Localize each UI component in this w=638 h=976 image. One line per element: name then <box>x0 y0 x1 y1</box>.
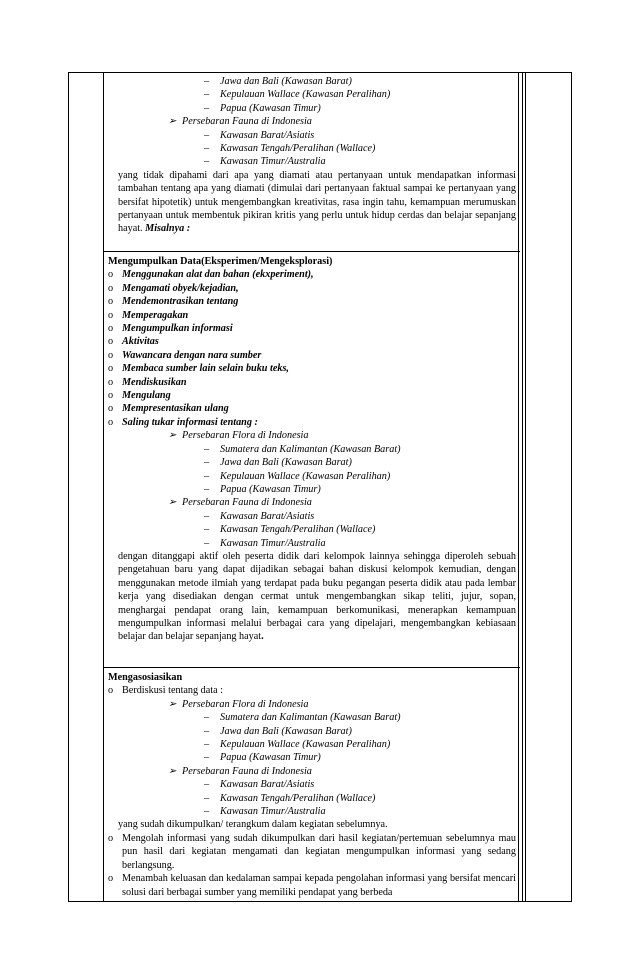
list-item: o Mengulang <box>108 390 171 402</box>
list-item: o Mempresentasikan ulang <box>108 403 229 415</box>
arrow-bullet-icon: ➢ <box>168 698 177 710</box>
right-column <box>525 73 573 901</box>
circle-bullet-icon: o <box>108 323 114 335</box>
circle-bullet-icon: o <box>108 363 114 375</box>
list-item: – Kawasan Barat/Asiatis <box>204 129 315 141</box>
circle-bullet-icon: o <box>108 282 114 294</box>
dash-icon: – <box>204 752 210 764</box>
circle-bullet-icon: o <box>108 336 114 348</box>
paragraph: dengan ditanggapi aktif oleh peserta didik dari kelompok lainnya sehingga diperoleh sebuah pengetahuan baru yang dapat dijadikan sebagai bahan diskusi kelompok kemudian, dengan menggunakan metode ilmiah yang terdapat pada buku pegangan peserta didik atau pada lembar kerja yang disediakan dengan cermat untuk mengembangkan sikap teliti, jujur, sopan, menghargai pendapat orang lain, kemampuan berkomunikasi, menerapkan kemampuan mengumpulkan informasi melalui berbagai cara yang dipelajari, mengembangkan kebiasaan belajar dan belajar sepanjang hayat. <box>118 550 516 643</box>
list-item: ➢ Persebaran Fauna di Indonesia <box>168 765 312 777</box>
list-item: – Kawasan Tengah/Peralihan (Wallace) <box>204 143 376 155</box>
list-item: o Membaca sumber lain selain buku teks, <box>108 363 289 375</box>
list-item: – Sumatera dan Kalimantan (Kawasan Barat) <box>204 712 401 724</box>
circle-bullet-icon: o <box>108 296 114 308</box>
circle-bullet-icon: o <box>108 390 114 402</box>
dash-icon: – <box>204 739 210 751</box>
row-divider <box>104 251 520 252</box>
section-collecting-data <box>108 255 516 644</box>
paragraph: yang sudah dikumpulkan/ terangkum dalam kegiatan sebelumnya. <box>118 819 388 831</box>
circle-bullet-icon: o <box>108 685 114 697</box>
content-column <box>103 73 519 901</box>
list-item: o Menambah keluasan dan kedalaman sampai kepada pengolahan informasi yang bersifat mencari solusi dari berbagai sumber yang memiliki pendapat yang berbeda <box>108 873 516 898</box>
dash-icon: – <box>204 89 210 101</box>
list-item: – Kepulauan Wallace (Kawasan Peralihan) <box>204 739 391 751</box>
list-item: – Sumatera dan Kalimantan (Kawasan Barat) <box>204 443 401 455</box>
list-item: – Papua (Kawasan Timur) <box>204 752 321 764</box>
dash-icon: – <box>204 457 210 469</box>
list-item: o Berdiskusi tentang data : <box>108 685 224 697</box>
dash-icon: – <box>204 712 210 724</box>
section-heading: Mengumpulkan Data(Eksperimen/Mengeksplorasi) <box>108 256 333 267</box>
list-item: – Papua (Kawasan Timur) <box>204 483 321 495</box>
circle-bullet-icon: o <box>108 832 114 844</box>
arrow-bullet-icon: ➢ <box>168 497 177 509</box>
list-item: ➢ Persebaran Flora di Indonesia <box>168 430 309 442</box>
dash-icon: – <box>204 470 210 482</box>
circle-bullet-icon: o <box>108 349 114 361</box>
list-item: o Menggunakan alat dan bahan (ekxperiment), <box>108 269 314 281</box>
list-item: o Wawancara dengan nara sumber <box>108 349 262 361</box>
dash-icon: – <box>204 129 210 141</box>
dash-icon: – <box>204 792 210 804</box>
dash-icon: – <box>204 725 210 737</box>
list-item: – Kawasan Barat/Asiatis <box>204 510 315 522</box>
list-item: – Kepulauan Wallace (Kawasan Peralihan) <box>204 470 391 482</box>
circle-bullet-icon: o <box>108 873 114 885</box>
dash-icon: – <box>204 143 210 155</box>
list-item: – Kawasan Timur/Australia <box>204 806 326 818</box>
dash-icon: – <box>204 524 210 536</box>
list-item: – Kawasan Timur/Australia <box>204 537 326 549</box>
list-item: ➢ Persebaran Flora di Indonesia <box>168 698 309 710</box>
list-item: – Jawa dan Bali (Kawasan Barat) <box>204 76 352 87</box>
arrow-bullet-icon: ➢ <box>168 430 177 442</box>
list-item: – Kawasan Tengah/Peralihan (Wallace) <box>204 524 376 536</box>
dash-icon: – <box>204 443 210 455</box>
circle-bullet-icon: o <box>108 403 114 415</box>
list-item: – Kawasan Timur/Australia <box>204 156 326 168</box>
dash-icon: – <box>204 76 210 87</box>
list-item: o Saling tukar informasi tentang : <box>108 416 258 428</box>
list-item: ➢ Persebaran Fauna di Indonesia <box>168 116 312 128</box>
dash-icon: – <box>204 806 210 818</box>
row-divider <box>104 667 520 668</box>
dash-icon: – <box>204 483 210 495</box>
lesson-table <box>68 72 572 902</box>
section-heading: Mengasosiasikan <box>108 672 183 683</box>
arrow-bullet-icon: ➢ <box>168 116 177 128</box>
list-item: ➢ Persebaran Fauna di Indonesia <box>168 497 312 509</box>
list-item: – Kawasan Tengah/Peralihan (Wallace) <box>204 792 376 804</box>
list-item: o Mengolah informasi yang sudah dikumpulkan dari hasil kegiatan/pertemuan sebelumnya mau pun hasil dari kegiatan mengamati dan kegiatan mengumpulkan informasi yang sedang berlangsung. <box>108 832 516 871</box>
list-item: – Papua (Kawasan Timur) <box>204 102 321 114</box>
circle-bullet-icon: o <box>108 416 114 428</box>
left-column <box>69 73 104 901</box>
list-item: o Mendiskusikan <box>108 376 187 388</box>
circle-bullet-icon: o <box>108 309 114 321</box>
dash-icon: – <box>204 510 210 522</box>
paragraph: yang tidak dipahami dari apa yang diamati atau pertanyaan untuk mendapatkan informasi tambahan tentang apa yang diamati (dimulai dari pertanyaan faktual sampai ke pertanyaan yang bersifat hipotetik) untuk mengembangkan kreativitas, rasa ingin tahu, kemampuan merumuskan pertanyaan untuk membentuk pikiran kritis yang perlu untuk hidup cerdas dan belajar sepanjang hayat. Misalnya : <box>118 169 516 235</box>
column-divider <box>522 73 523 901</box>
list-item: o Mengamati obyek/kejadian, <box>108 282 239 294</box>
list-item: – Kawasan Barat/Asiatis <box>204 779 315 791</box>
dash-icon: – <box>204 102 210 114</box>
list-item: o Memperagakan <box>108 309 189 321</box>
section-questioning <box>108 75 516 236</box>
section-associating <box>108 671 516 899</box>
list-item: – Jawa dan Bali (Kawasan Barat) <box>204 725 352 737</box>
circle-bullet-icon: o <box>108 269 114 281</box>
circle-bullet-icon: o <box>108 376 114 388</box>
list-item: – Kepulauan Wallace (Kawasan Peralihan) <box>204 89 391 101</box>
dash-icon: – <box>204 537 210 549</box>
list-item: o Mengumpulkan informasi <box>108 323 233 335</box>
arrow-bullet-icon: ➢ <box>168 765 177 777</box>
list-item: o Aktivitas <box>108 336 159 348</box>
dash-icon: – <box>204 779 210 791</box>
list-item: – Jawa dan Bali (Kawasan Barat) <box>204 457 352 469</box>
list-item: o Mendemontrasikan tentang <box>108 296 239 308</box>
dash-icon: – <box>204 156 210 168</box>
